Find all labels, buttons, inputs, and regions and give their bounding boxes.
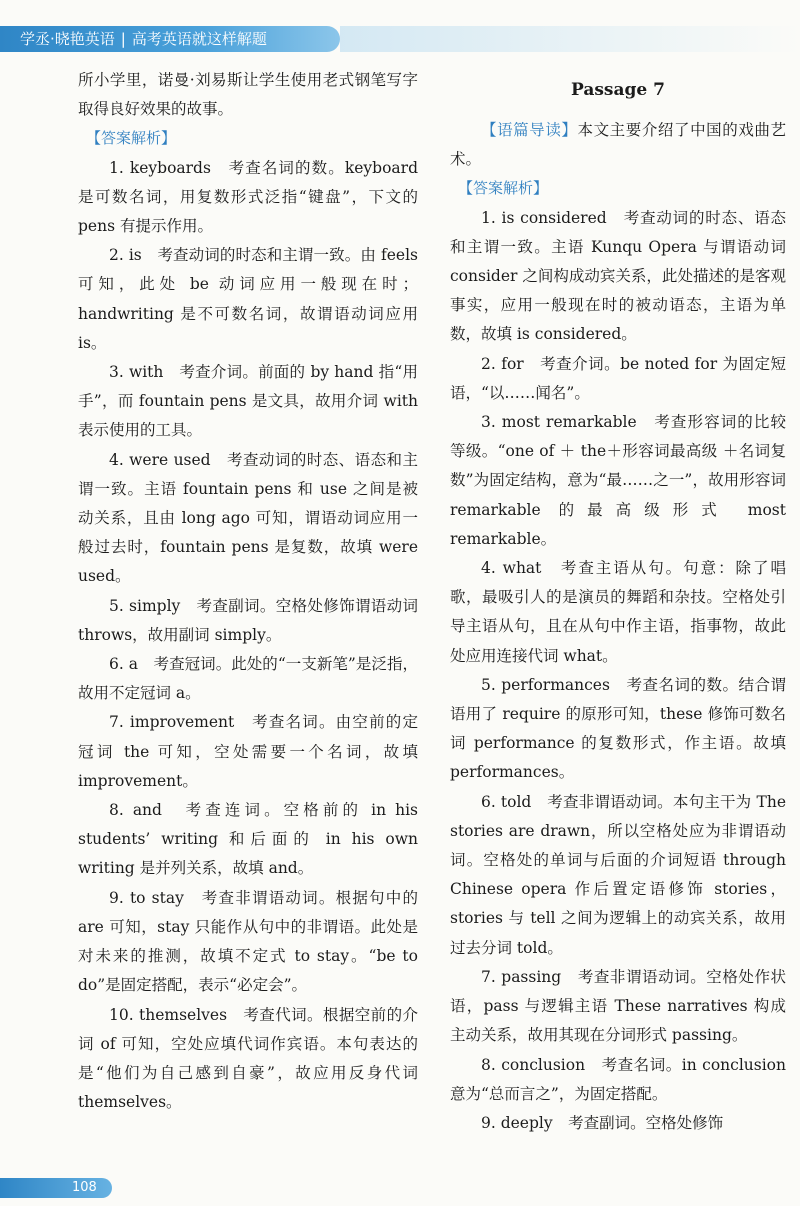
- answer-section-tag: 【答案解析】: [458, 179, 549, 198]
- page-number: 108: [72, 1180, 97, 1195]
- header-separator: |: [120, 30, 126, 48]
- answer-item-1: 1. keyboards 考查名词的数。keyboard 是可数名词，用复数形式泛指“键盘”，下文的 pens 有提示作用。: [78, 158, 418, 236]
- answer-item-4: 4. what 考查主语从句。句意：除了唱歌，最吸引人的是演员的舞蹈和杂技。空格处引导主语从句，且在从句中作主语，指事物，故此处应用连接代词 what。: [450, 559, 786, 665]
- answer-item-1: 1. is considered 考查动词的时态、语态和主谓一致。主语 Kunqu Opera 与谓语动词 consider 之间构成动宾关系，此处描述的是客观事实，应用一般现在时的被动语态，主语为单数，故填 is considered。: [450, 208, 786, 344]
- passage-title: Passage 7: [571, 80, 665, 100]
- reading-guide-text: 本文主要介绍了中国的戏曲艺术。: [450, 121, 786, 169]
- answer-item-5: 5. simply 考查副词。空格处修饰谓语动词 throws，故用副词 simply。: [78, 596, 418, 644]
- running-header: [20, 28, 267, 50]
- left-column: [78, 66, 418, 1117]
- header-fade: [340, 26, 800, 52]
- answer-item-4: 4. were used 考查动词的时态、语态和主谓一致。主语 fountain pens 和 use 之间是被动关系，且由 long ago 可知，谓语动词应用一般过去时，fountain pens 是复数，故填 were used。: [78, 450, 418, 586]
- answer-item-8: 8. and 考查连词。空格前的 in his students’ writing 和后面的 in his own writing 是并列关系，故填 and。: [78, 801, 418, 878]
- right-column: [450, 66, 786, 1138]
- answer-item-9: 9. deeply 考查副词。空格处修饰: [481, 1113, 724, 1132]
- reading-guide: [450, 116, 786, 174]
- header-subtitle: 高考英语就这样解题: [131, 30, 267, 48]
- answer-item-5: 5. performances 考查名词的数。结合谓语用了 require 的原形可知，these 修饰可数名词 performance 的复数形式，作主语。故填 performances。: [450, 675, 786, 782]
- answer-item-6: 6. a 考查冠词。此处的“一支新笔”是泛指，故用不定冠词 a。: [78, 655, 418, 703]
- answer-item-2: 2. for 考查介词。be noted for 为固定短语，“以……闻名”。: [450, 354, 786, 402]
- answer-item-2: 2. is 考查动词的时态和主谓一致。由 feels 可知，此处 be 动词应用一般现在时；handwriting 是不可数名词，故谓语动词应用 is。: [78, 246, 418, 352]
- answer-item-3: 3. with 考查介词。前面的 by hand 指“用手”，而 fountain pens 是文具，故用介词 with 表示使用的工具。: [78, 363, 418, 440]
- answer-item-7: 7. passing 考查非谓语动词。空格处作状语，pass 与逻辑主语 These narratives 构成主动关系，故用其现在分词形式 passing。: [450, 967, 786, 1045]
- answer-item-3: 3. most remarkable 考查形容词的比较等级。“one of ＋ the＋形容词最高级 ＋名词复数”为固定结构，意为“最……之一”，故用形容词 remarkable 的最高级形式 most remarkable。: [450, 413, 786, 548]
- answer-item-8: 8. conclusion 考查名词。in conclusion 意为“总而言之”，为固定搭配。: [450, 1055, 786, 1103]
- answer-item-7: 7. improvement 考查名词。由空前的定冠词 the 可知，空处需要一个名词，故填 improvement。: [78, 713, 418, 790]
- reading-guide-tag: 【语篇导读】: [481, 121, 578, 139]
- answer-section-tag: 【答案解析】: [86, 129, 177, 148]
- answer-item-10: 10. themselves 考查代词。根据空前的介词 of 可知，空处应填代词作宾语。本句表达的是“他们为自己感到自豪”，故应用反身代词 themselves。: [78, 1005, 418, 1112]
- header-brand: 学丞·晓艳英语: [20, 30, 115, 48]
- paragraph: 所小学里，诺曼·刘易斯让学生使用老式钢笔写字取得良好效果的故事。: [78, 71, 418, 119]
- answer-item-9: 9. to stay 考查非谓语动词。根据句中的 are 可知，stay 只能作从句中的非谓语。此处是对未来的推测，故填不定式 to stay。“be to do”是固定搭配，表示“必定会”。: [78, 888, 418, 995]
- answer-item-6: 6. told 考查非谓语动词。本句主干为 The stories are drawn，所以空格处应为非谓语动词。空格处的单词与后面的介词短语 through Chinese opera 作后置定语修饰 stories，stories 与 tell 之间为逻辑上的动宾关系，故用过去分词 told。: [450, 792, 786, 957]
